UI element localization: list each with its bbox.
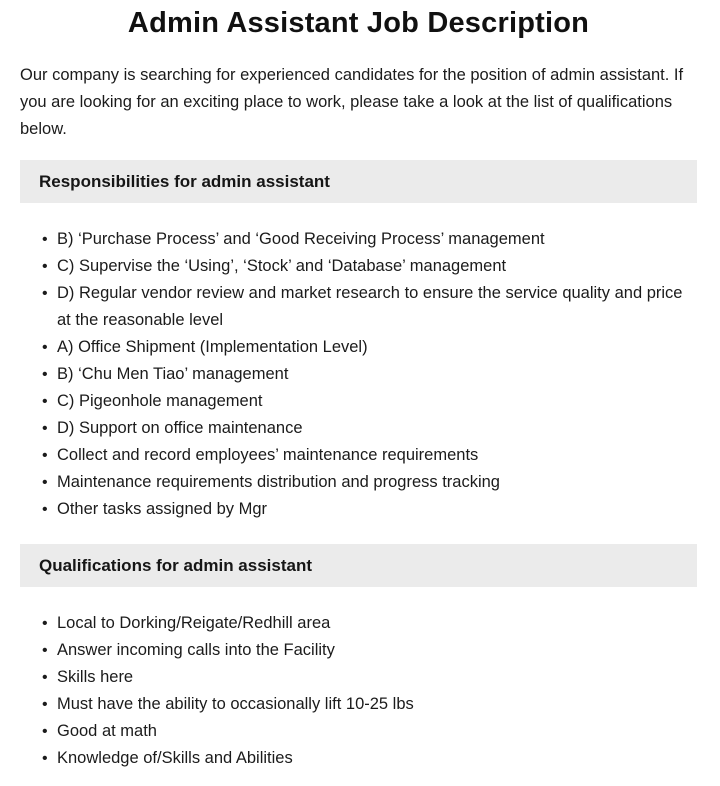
list-item: • B) ‘Chu Men Tiao’ management xyxy=(20,361,697,388)
bullet-list xyxy=(20,610,697,772)
list-item: • Other tasks assigned by Mgr xyxy=(20,496,697,523)
list-item: • Answer incoming calls into the Facility xyxy=(20,637,697,664)
list-item: • Maintenance requirements distribution and progress tracking xyxy=(20,469,697,496)
section-header-bar xyxy=(20,160,697,203)
section-heading: Qualifications for admin assistant xyxy=(39,555,313,575)
intro-paragraph: Our company is searching for experienced candidates for the position of admin assistant. If you are looking for an exciting place to work, please take a look at the list of qualifications below. xyxy=(20,65,684,138)
list-item: • Good at math xyxy=(20,718,697,745)
list-item: • C) Supervise the ‘Using’, ‘Stock’ and ‘Database’ management xyxy=(20,253,697,280)
list-item: • D) Regular vendor review and market research to ensure the service quality and price at the reasonable level xyxy=(20,280,697,334)
list-item: • Local to Dorking/Reigate/Redhill area xyxy=(20,610,697,637)
page-title: Admin Assistant Job Description xyxy=(127,7,590,39)
list-item: • Knowledge of/Skills and Abilities xyxy=(20,745,697,772)
list-item: • D) Support on office maintenance xyxy=(20,415,697,442)
job-section xyxy=(20,544,697,772)
list-item: • A) Office Shipment (Implementation Level) xyxy=(20,334,697,361)
list-item: • Skills here xyxy=(20,664,697,691)
list-item: • C) Pigeonhole management xyxy=(20,388,697,415)
list-item: • Must have the ability to occasionally lift 10-25 lbs xyxy=(20,691,697,718)
section-heading: Responsibilities for admin assistant xyxy=(39,171,330,191)
list-item: • B) ‘Purchase Process’ and ‘Good Receiving Process’ management xyxy=(20,226,697,253)
job-section xyxy=(20,160,697,523)
sections-container xyxy=(20,160,697,772)
list-item: • Collect and record employees’ maintenance requirements xyxy=(20,442,697,469)
section-header-bar xyxy=(20,544,697,587)
bullet-list xyxy=(20,226,697,523)
